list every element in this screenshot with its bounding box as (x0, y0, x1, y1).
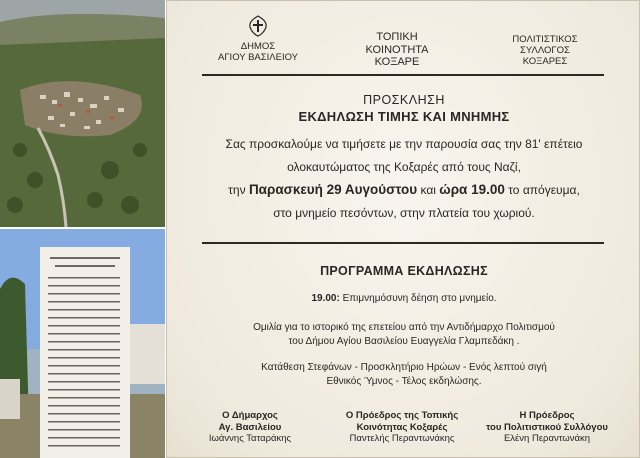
program-item-1-time: 19.00: (311, 293, 340, 304)
date-prefix: την (228, 183, 246, 197)
signature-mayor-name: Ιωάννης Ταταράκης (208, 433, 292, 444)
community-line-1: ΤΟΠΙΚΗ (376, 31, 418, 43)
program-item-3-line-1: Κατάθεση Στεφάνων - Προσκλητήριο Ηρώων - Ενός λεπτού σιγή (261, 362, 547, 373)
signature-association-name: Ελένη Περαντωνάκη (503, 433, 591, 444)
program-item-1-text: Επιμνημόσυνη δέηση στο μνημείο. (339, 293, 497, 304)
community-label (347, 31, 447, 69)
program-item-3-line-2: Εθνικός Ύμνος - Τέλος εκδηλώσης. (326, 376, 482, 387)
invitation-text-line-1: Σας προσκαλούμε να τιμήσετε με την παρουσία σας την 81' επέτειο (225, 137, 583, 151)
municipality-line-1: ΔΗΜΟΣ (240, 41, 276, 52)
program-item-1 (167, 293, 640, 304)
signature-community-name: Παντελής Περαντωνάκης (349, 433, 455, 444)
signature-community-role-2: Κοινότητας Κοξαρές (356, 421, 448, 433)
association-line-3: ΚΟΞΑΡΕΣ (522, 56, 568, 67)
event-time: ώρα 19.00 (439, 182, 505, 197)
invitation-date-line (167, 182, 640, 197)
signature-mayor-role-2: Αγ. Βασιλείου (218, 421, 282, 433)
invitation-location-line: στο μνημείο πεσόντων, στην πλατεία του χωριού. (273, 206, 535, 220)
signature-community-president (317, 410, 487, 445)
program-item-2-line-2: του Δήμου Αγίου Βασιλείου Ευαγγελία Γλαμπεδάκη . (288, 336, 520, 347)
signature-mayor-role-1: Ο Δήμαρχος (222, 410, 278, 421)
program-item-2 (167, 321, 640, 349)
association-line-1: ΠΟΛΙΤΙΣΤΙΚΟΣ (512, 34, 578, 45)
municipality-line-2: ΑΓΙΟΥ ΒΑΣΙΛΕΙΟΥ (217, 52, 299, 63)
top-divider (202, 74, 604, 76)
middle-divider (202, 242, 604, 244)
signature-association-role-2: του Πολιτιστικού Συλλόγου (486, 421, 608, 433)
program-item-2-line-1: Ομιλία για το ιστορικό της επετείου από την Αντιδήμαρχο Πολιτισμού (253, 322, 555, 333)
signature-mayor (195, 410, 305, 445)
time-suffix: το απόγευμα, (508, 183, 580, 197)
war-memorial-photo (0, 229, 165, 458)
invitation-label: ΠΡΟΣΚΛΗΣΗ (363, 93, 445, 107)
program-title: ΠΡΟΓΡΑΜΜΑ ΕΚΔΗΛΩΣΗΣ (320, 264, 488, 278)
event-date: Παρασκευή 29 Αυγούστου (248, 182, 418, 197)
village-aerial-photo (0, 0, 165, 227)
invitation-text-line-2: ολοκαυτώματος της Κοξαρές από τους Ναζί, (287, 160, 521, 174)
community-line-3: ΚΟΞΑΡΕ (374, 56, 420, 68)
village-aerial-illustration (0, 0, 165, 227)
invitation-card (166, 0, 640, 458)
program-item-3 (167, 361, 640, 389)
community-line-2: ΚΟΙΝΟΤΗΤΑ (365, 43, 429, 56)
date-connector: και (420, 183, 436, 197)
cultural-association-label (485, 34, 605, 67)
signature-community-role-1: Ο Πρόεδρος της Τοπικής (345, 410, 459, 421)
signature-association-president (472, 410, 622, 445)
event-title: ΕΚΔΗΛΩΣΗ ΤΙΜΗΣ ΚΑΙ ΜΝΗΜΗΣ (298, 109, 510, 124)
war-memorial-illustration (0, 229, 165, 458)
hellenic-republic-emblem-icon (247, 15, 269, 37)
association-line-2: ΣΥΛΛΟΓΟΣ (520, 45, 570, 56)
municipality-label (203, 41, 313, 63)
signature-association-role-1: Η Πρόεδρος (519, 410, 575, 421)
